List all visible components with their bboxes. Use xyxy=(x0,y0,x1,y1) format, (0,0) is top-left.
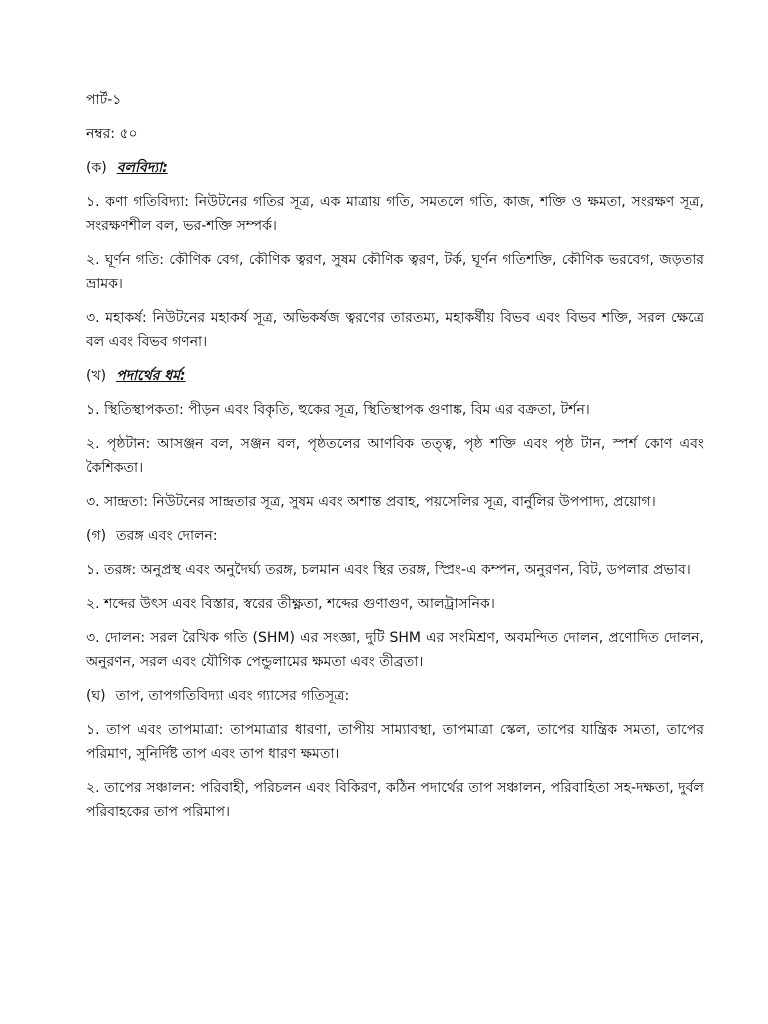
section-marker: (গ) xyxy=(86,528,107,544)
section-item: ২. ঘূর্ণন গতি: কৌণিক বেগ, কৌণিক ত্বরণ, সুষম কৌণিক ত্বরণ, টর্ক, ঘূর্ণন গতিশক্তি, কৌণিক ভরবেগ, জড়তার ভ্রামক। xyxy=(86,252,704,292)
section-item: ১. তাপ এবং তাপমাত্রা: তাপমাত্রার ধারণা, তাপীয় সাম্যাবস্থা, তাপমাত্রা স্কেল, তাপের যান্ত্রিক সমতা, তাপের পরিমাণ, সুনির্দিষ্ট তাপ এবং তাপ ধারণ ক্ষমতা। xyxy=(86,722,704,762)
section-item: ১. স্থিতিস্থাপকতা: পীড়ন এবং বিকৃতি, হুকের সূত্র, স্থিতিস্থাপক গুণাঙ্ক, বিম এর বক্রতা, টর্শন। xyxy=(86,402,590,418)
section-title: তরঙ্গ এবং দোলন: xyxy=(116,528,218,544)
section-marker: (খ) xyxy=(86,368,107,384)
section-heading-kha xyxy=(86,364,704,388)
section-item: ৩. দোলন: সরল রৈখিক গতি (SHM) এর সংজ্ঞা, দুটি SHM এর সংমিশ্রণ, অবমন্দিত দোলন, প্রণোদিত দোলন, অনুরণন, সরল এবং যৌগিক পেন্ডুলামের ক্ষমতা এবং তীব্রতা। xyxy=(86,630,704,670)
section-marker: (ঘ) xyxy=(86,688,106,704)
section-item: ২. পৃষ্ঠটান: আসঞ্জন বল, সঞ্জন বল, পৃষ্ঠতলের আণবিক তত্ত্ব, পৃষ্ঠ শক্তি এবং পৃষ্ঠ টান, স্পর্শ কোণ এবং কৈশিকতা। xyxy=(86,436,704,476)
section-heading-ga xyxy=(86,524,704,548)
marks-label: নম্বর: ৫০ xyxy=(86,126,138,142)
section-item: ৩. মহাকর্ষ: নিউটনের মহাকর্ষ সূত্র, অভিকর্ষজ ত্বরণের তারতম্য, মহাকর্ষীয় বিভব এবং বিভব শক্তি, সরল ক্ষেত্রে বল এবং বিভব গণনা। xyxy=(86,310,704,350)
section-title: তাপ, তাপগতিবিদ্যা এবং গ্যাসের গতিসূত্র: xyxy=(115,688,350,704)
section-item: ৩. সান্দ্রতা: নিউটনের সান্দ্রতার সূত্র, সুষম এবং অশান্ত প্রবাহ, পয়সেলির সূত্র, বার্নুলির উপপাদ্য, প্রয়োগ। xyxy=(86,494,656,510)
part-label: পার্ট-১ xyxy=(86,92,122,108)
section-item: ২. তাপের সঞ্চালন: পরিবাহী, পরিচলন এবং বিকিরণ, কঠিন পদার্থের তাপ সঞ্চালন, পরিবাহিতা সহ-দক্ষতা, দুর্বল পরিবাহকের তাপ পরিমাপ। xyxy=(86,780,704,820)
section-heading-gha xyxy=(86,684,704,708)
section-title: পদার্থের ধর্ম: xyxy=(116,368,186,384)
section-item: ২. শব্দের উৎস এবং বিস্তার, স্বরের তীক্ষ্ণতা, শব্দের গুণাগুণ, আলট্রাসনিক। xyxy=(86,596,495,612)
section-heading-ka xyxy=(86,156,704,180)
section-title: বলবিদ্যা: xyxy=(116,160,168,176)
section-item: ১. তরঙ্গ: অনুপ্রস্থ এবং অনুদৈর্ঘ্য তরঙ্গ, চলমান এবং স্থির তরঙ্গ, স্প্রিং-এ কম্পন, অনুরণন, বিট, ডপলার প্রভাব। xyxy=(86,562,691,578)
section-item: ১. কণা গতিবিদ্যা: নিউটনের গতির সূত্র, এক মাত্রায় গতি, সমতলে গতি, কাজ, শক্তি ও ক্ষমতা, সংরক্ষণ সূত্র, সংরক্ষণশীল বল, ভর-শক্তি সম্পর্ক। xyxy=(86,194,704,234)
section-marker: (ক) xyxy=(86,160,107,176)
